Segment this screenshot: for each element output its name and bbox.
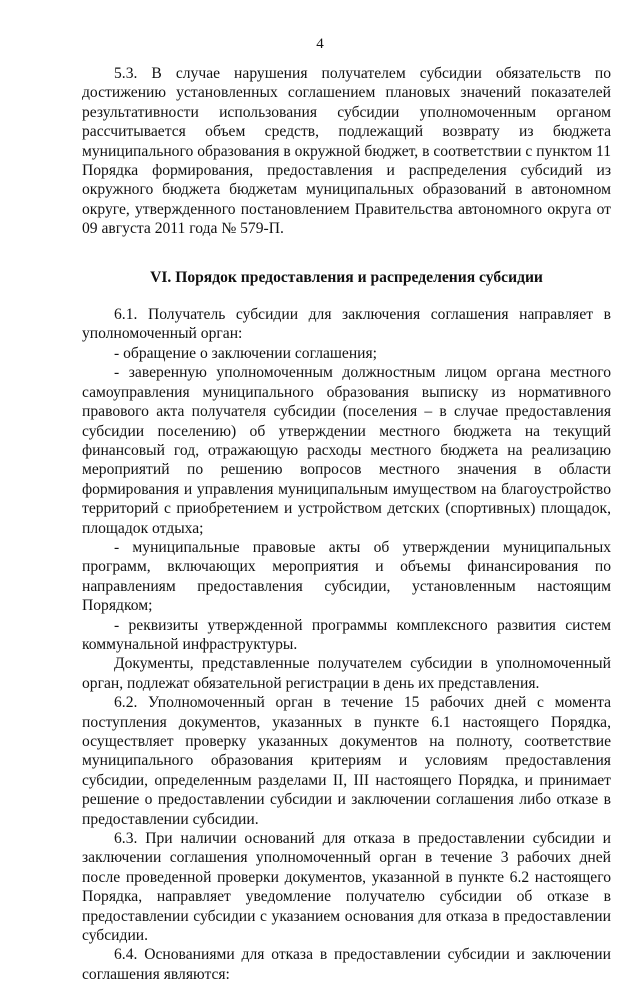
paragraph-5-3: 5.3. В случае нарушения получателем субсидии обязательств по достижению установленных соглашением плановых значений показателей результативности использования субсидии уполномоченным органом рассчитывается объем средств, подлежащий возврату из бюджета муниципального образования в окружной бюджет, в соответствии с пунктом 11 Порядка формирования, предоставления и распределения субсидий из окружного бюджета бюджетам муниципальных образований в автономном округе, утвержденного постановлением Правительства автономного округа от 09 августа 2011 года № 579-П.	[82, 65, 611, 238]
paragraph-6-3: 6.3. При наличии оснований для отказа в предоставлении субсидии и заключении соглашения уполномоченный орган в течение 3 рабочих дней после проведенной проверки документов, указанной в пункте 6.2 настоящего Порядка, направляет уведомление получателю субсидии об отказе в предоставлении субсидии с указанием основания для отказа в предоставлении субсидии.	[82, 830, 611, 945]
list-item-budget-extract: - заверенную уполномоченным должностным лицом органа местного самоуправления муниципального образования выписку из нормативного правового акта получателя субсидии (поселения – в случае предоставления субсидии поселению) об утверждении местного бюджета на текущий финансовый год, отражающую расходы местного бюджета на реализацию мероприятий по решению вопросов местного значения в области формирования и управления муниципальным имуществом на благоустройство территорий с приобретением и устройством детских (спортивных) площадок, площадок отдыха;	[82, 364, 611, 537]
document-body	[82, 64, 611, 984]
section-heading-6: VI. Порядок предоставления и распределения субсидии	[150, 268, 543, 286]
page-number: 4	[316, 36, 324, 52]
paragraph-6-4: 6.4. Основаниями для отказа в предоставлении субсидии и заключении соглашения являются:	[82, 946, 611, 983]
list-item-program-details: - реквизиты утвержденной программы комплексного развития систем коммунальной инфраструктуры.	[82, 616, 611, 653]
list-item-request: - обращение о заключении соглашения;	[114, 344, 378, 362]
paragraph-6-2: 6.2. Уполномоченный орган в течение 15 рабочих дней с момента поступления документов, указанных в пункте 6.1 настоящего Порядка, осуществляет проверку указанных документов на полноту, соответствие муниципального образования критериям и условиям предоставления субсидии, определенным разделами II, III настоящего Порядка, и принимает решение о предоставлении субсидии и заключении соглашения либо отказе в предоставлении субсидии.	[82, 694, 611, 828]
paragraph-documents-registration: Документы, представленные получателем субсидии в уполномоченный орган, подлежат обязательной регистрации в день их представления.	[82, 655, 611, 692]
list-item-municipal-acts: - муниципальные правовые акты об утверждении муниципальных программ, включающих мероприятия и объемы финансирования по направлениям предоставления субсидии, установленным настоящим Порядком;	[82, 538, 611, 615]
paragraph-6-1: 6.1. Получатель субсидии для заключения соглашения направляет в уполномоченный орган:	[82, 306, 611, 343]
